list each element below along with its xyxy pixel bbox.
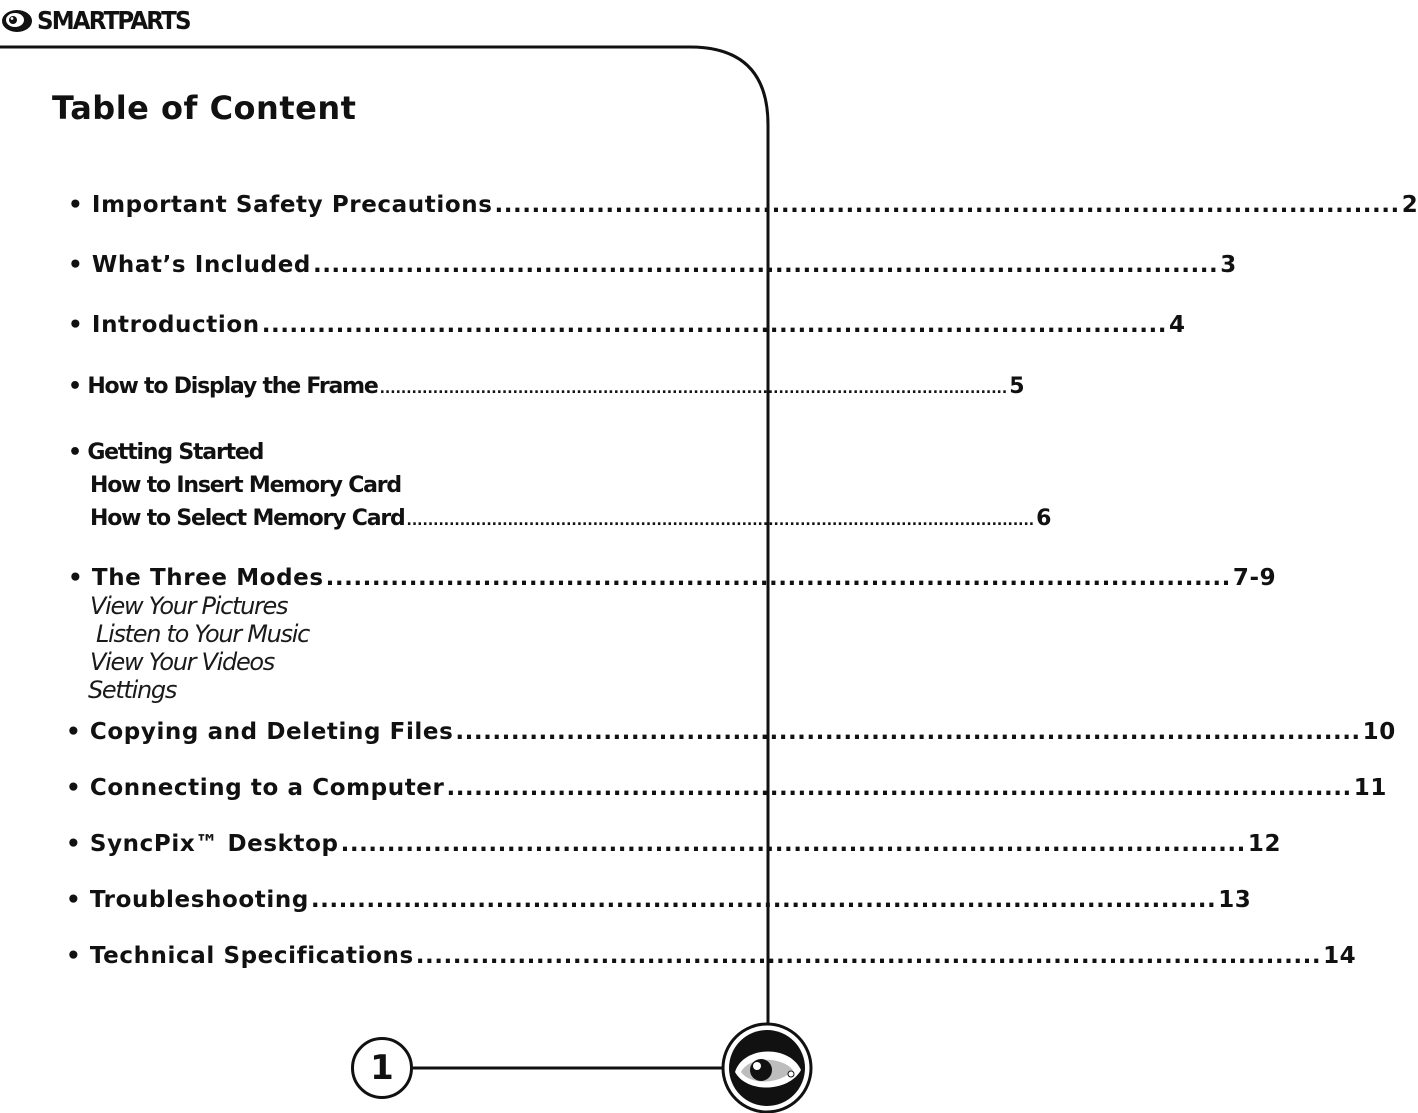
toc-item-computer[interactable] xyxy=(66,775,1387,801)
toc-subitem-pictures[interactable]: View Your Pictures xyxy=(90,592,288,620)
eye-mascot-icon xyxy=(717,1012,816,1113)
toc-subitem-insert-card[interactable]: How to Insert Memory Card xyxy=(90,473,401,498)
toc-item-specifications[interactable] xyxy=(66,943,1357,969)
toc-page: 10 xyxy=(1362,719,1396,745)
toc-label: • Copying and Deleting Files xyxy=(66,719,454,745)
toc-page: 14 xyxy=(1323,943,1357,969)
toc-label: • Connecting to a Computer xyxy=(66,775,445,801)
toc-subitem-music[interactable]: Listen to Your Music xyxy=(96,620,309,648)
toc-label: • Important Safety Precautions xyxy=(68,192,493,218)
toc-leader: .................................................................................................. xyxy=(312,252,1219,278)
toc-label: • How to Display the Frame xyxy=(68,374,378,399)
page-number: 1 xyxy=(370,1048,394,1088)
eye-logo-icon xyxy=(0,6,36,36)
toc-item-three-modes[interactable] xyxy=(68,565,1277,591)
page-number-badge xyxy=(351,1037,413,1099)
brand-name: SMARTPARTS xyxy=(37,6,190,35)
toc-page: 13 xyxy=(1218,887,1252,913)
toc-page: 2 xyxy=(1401,192,1418,218)
toc-label: • SyncPix™ Desktop xyxy=(66,831,339,857)
toc-leader: .................................................................................................. xyxy=(415,943,1322,969)
toc-item-display-frame[interactable] xyxy=(68,374,1024,399)
toc-label: How to Select Memory Card xyxy=(90,506,405,531)
toc-item-included[interactable] xyxy=(68,252,1237,278)
toc-page: 5 xyxy=(1009,374,1024,399)
toc-label: • Technical Specifications xyxy=(66,943,414,969)
toc-leader: .................................................................................................. xyxy=(340,831,1246,857)
toc-page: 7-9 xyxy=(1232,565,1277,591)
toc-page: 6 xyxy=(1036,506,1051,531)
toc-leader: .................................................................................................. xyxy=(455,719,1361,745)
toc-label: • Troubleshooting xyxy=(66,887,309,913)
toc-leader: ...................................................................................................................... xyxy=(379,381,1008,397)
toc-page: 11 xyxy=(1353,775,1387,801)
toc-item-copying[interactable] xyxy=(66,719,1396,745)
toc-leader: .................................................................................................. xyxy=(494,192,1400,218)
toc-page: 3 xyxy=(1220,252,1237,278)
toc-page: 4 xyxy=(1168,312,1186,338)
toc-leader: .................................................................................................. xyxy=(261,312,1167,338)
toc-leader: ...................................................................................................................... xyxy=(406,513,1035,529)
toc-subitem-select-card[interactable] xyxy=(90,506,1051,531)
brand-logo xyxy=(0,6,203,36)
toc-leader: .................................................................................................. xyxy=(325,565,1231,591)
toc-leader: .................................................................................................. xyxy=(310,887,1217,913)
toc-item-syncpix[interactable] xyxy=(66,831,1282,857)
toc-subitem-settings[interactable]: Settings xyxy=(88,676,177,704)
toc-subitem-videos[interactable]: View Your Videos xyxy=(90,648,274,676)
toc-item-getting-started[interactable]: • Getting Started xyxy=(68,440,264,465)
toc-item-troubleshooting[interactable] xyxy=(66,887,1252,913)
toc-label: • Introduction xyxy=(68,312,260,338)
toc-page: 12 xyxy=(1247,831,1282,857)
toc-leader: .................................................................................................. xyxy=(446,775,1352,801)
toc-item-introduction[interactable] xyxy=(68,312,1186,338)
page-title: Table of Content xyxy=(52,89,357,127)
toc-label: • What’s Included xyxy=(68,252,311,278)
toc-label: • The Three Modes xyxy=(68,565,324,591)
toc-item-safety[interactable] xyxy=(68,192,1418,218)
